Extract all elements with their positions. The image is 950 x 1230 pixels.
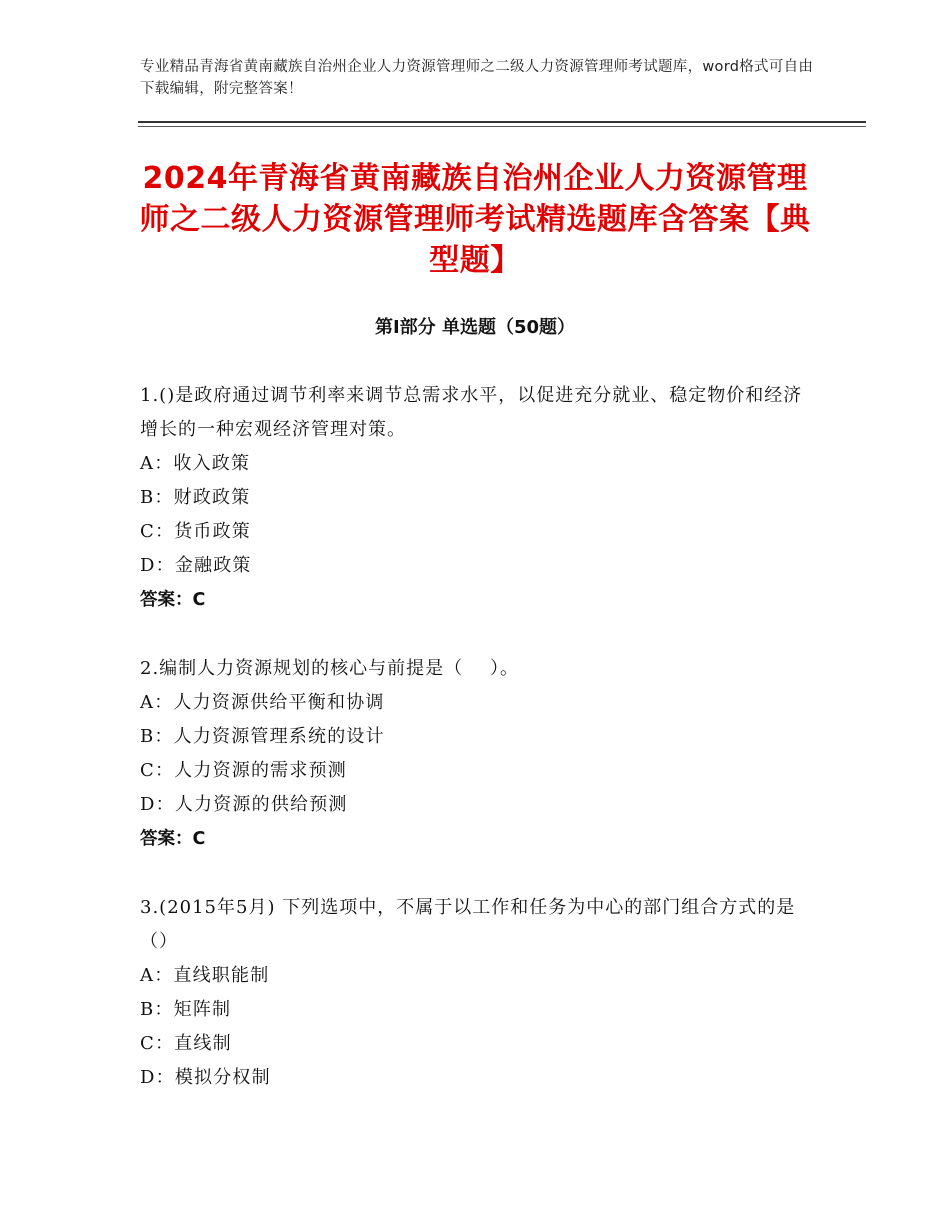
- answer-label: 答案：C: [140, 590, 206, 610]
- question-2: [140, 652, 810, 856]
- header-note: 专业精品青海省黄南藏族自治州企业人力资源管理师之二级人力资源管理师考试题库，word格式可自由下载编辑，附完整答案！: [140, 59, 814, 97]
- question-1: [140, 379, 810, 617]
- document-title: 2024年青海省黄南藏族自治州企业人力资源管理师之二级人力资源管理师考试精选题库含答案【典型题】: [139, 161, 811, 278]
- question-3: [140, 891, 810, 1095]
- option-d: D：人力资源的供给预测: [140, 794, 348, 815]
- option-d: D：金融政策: [140, 555, 252, 576]
- option-c: C：货币政策: [140, 521, 251, 542]
- option-b: B：人力资源管理系统的设计: [140, 726, 385, 747]
- section-heading: 第Ⅰ部分 单选题（50题）: [374, 317, 575, 338]
- header-divider-thick: [138, 121, 866, 123]
- option-a: A：收入政策: [140, 453, 251, 474]
- question-stem: 1.()是政府通过调节利率来调节总需求水平，以促进充分就业、稳定物价和经济增长的一种宏观经济管理对策。: [140, 385, 803, 440]
- option-c: C：直线制: [140, 1033, 232, 1054]
- option-b: B：财政政策: [140, 487, 251, 508]
- header-divider-thin: [138, 126, 866, 127]
- answer-label: 答案：C: [140, 829, 206, 849]
- question-stem: 2.编制人力资源规划的核心与前提是（ ）。: [140, 658, 520, 679]
- option-b: B：矩阵制: [140, 999, 232, 1020]
- question-stem: 3.(2015年5月) 下列选项中，不属于以工作和任务为中心的部门组合方式的是（）: [140, 897, 796, 952]
- option-c: C：人力资源的需求预测: [140, 760, 347, 781]
- option-a: A：人力资源供给平衡和协调: [140, 692, 385, 713]
- option-d: D：模拟分权制: [140, 1067, 271, 1088]
- option-a: A：直线职能制: [140, 965, 270, 986]
